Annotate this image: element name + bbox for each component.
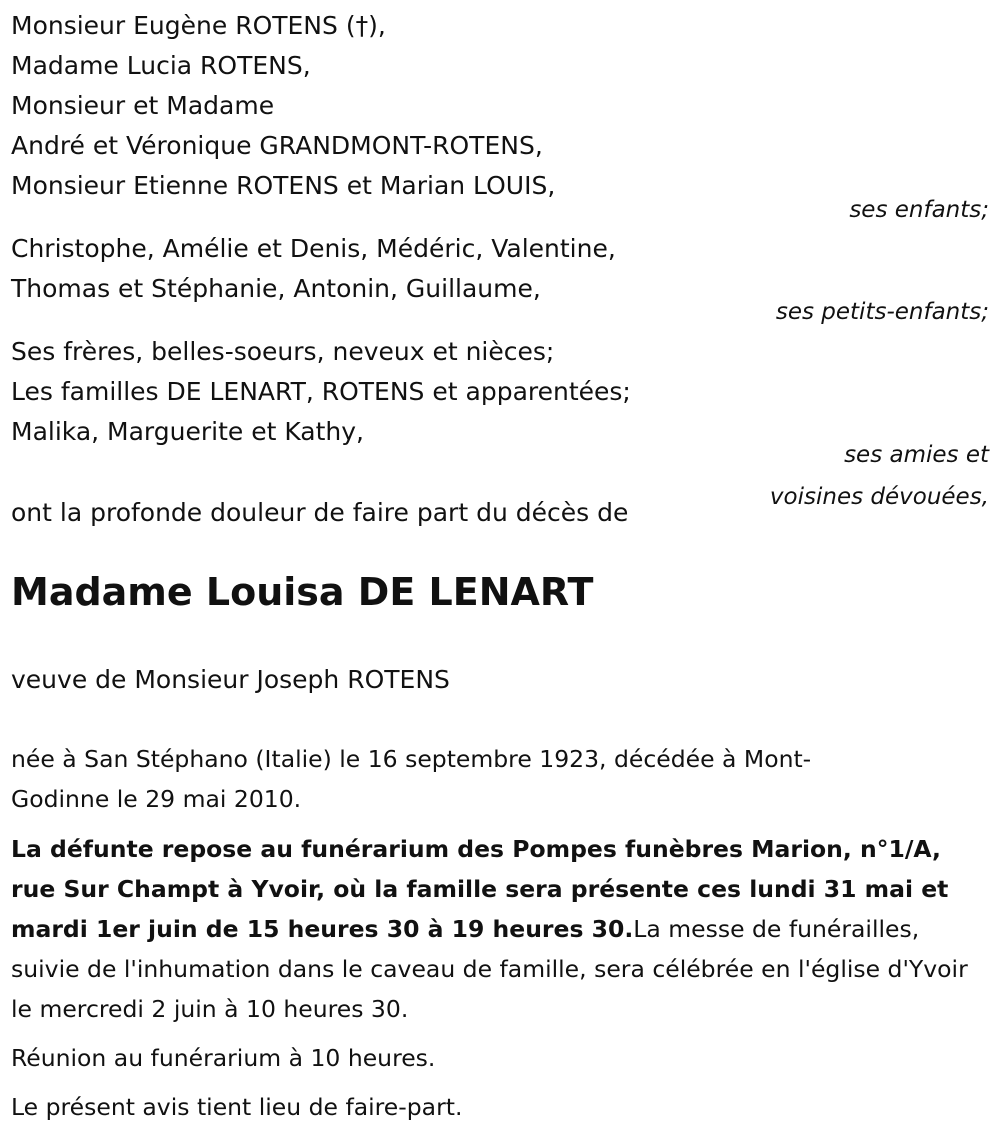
grandchildren-line: Christophe, Amélie et Denis, Médéric, Valentine, [11, 234, 616, 263]
deceased-name: Madame Louisa DE LENART [11, 570, 594, 614]
family-line: Madame Lucia ROTENS, [11, 51, 311, 80]
family-line: Monsieur Etienne ROTENS et Marian LOUIS, [11, 171, 556, 200]
widow-of-text: veuve de Monsieur Joseph ROTENS [11, 665, 450, 694]
relatives-line: Ses frères, belles-soeurs, neveux et nièces; [11, 337, 555, 366]
grandchildren-role-label: ses petits-enfants; [775, 299, 989, 325]
meeting-text: Réunion au funérarium à 10 heures. [11, 1044, 436, 1072]
friends-role-label-2: voisines dévouées, [769, 484, 989, 510]
birth-death-text: née à San Stéphano (Italie) le 16 septembre 1923, décédée à Mont-Godinne le 29 mai 2010. [11, 745, 812, 813]
announcement-text: ont la profonde douleur de faire part du décès de [11, 498, 629, 527]
grandchildren-line: Thomas et Stéphanie, Antonin, Guillaume, [11, 274, 541, 303]
children-role-label: ses enfants; [849, 197, 989, 223]
family-line: André et Véronique GRANDMONT-ROTENS, [11, 131, 543, 160]
relatives-line: Malika, Marguerite et Kathy, [11, 417, 365, 446]
friends-role-label-1: ses amies et [844, 442, 989, 468]
family-line: Monsieur et Madame [11, 91, 275, 120]
family-line: Monsieur Eugène ROTENS (†), [11, 11, 386, 40]
notice-text: Le présent avis tient lieu de faire-part. [11, 1093, 463, 1121]
funeral-details [11, 829, 986, 1029]
funeral-viewing-text: La défunte repose au funérarium des Pompes funèbres Marion, n°1/A, rue Sur Champt à Yvoir, où la famille sera présente ces lundi 31 mai et mardi 1er juin de 15 heures 30 à 19 heures 30. [11, 835, 949, 943]
funeral-mass-text: La messe de funérailles, suivie de l'inhumation dans le caveau de famille, sera célébrée en l'église d'Yvoir le mercredi 2 juin à 10 heures 30. [11, 915, 968, 1023]
relatives-line: Les familles DE LENART, ROTENS et apparentées; [11, 377, 631, 406]
